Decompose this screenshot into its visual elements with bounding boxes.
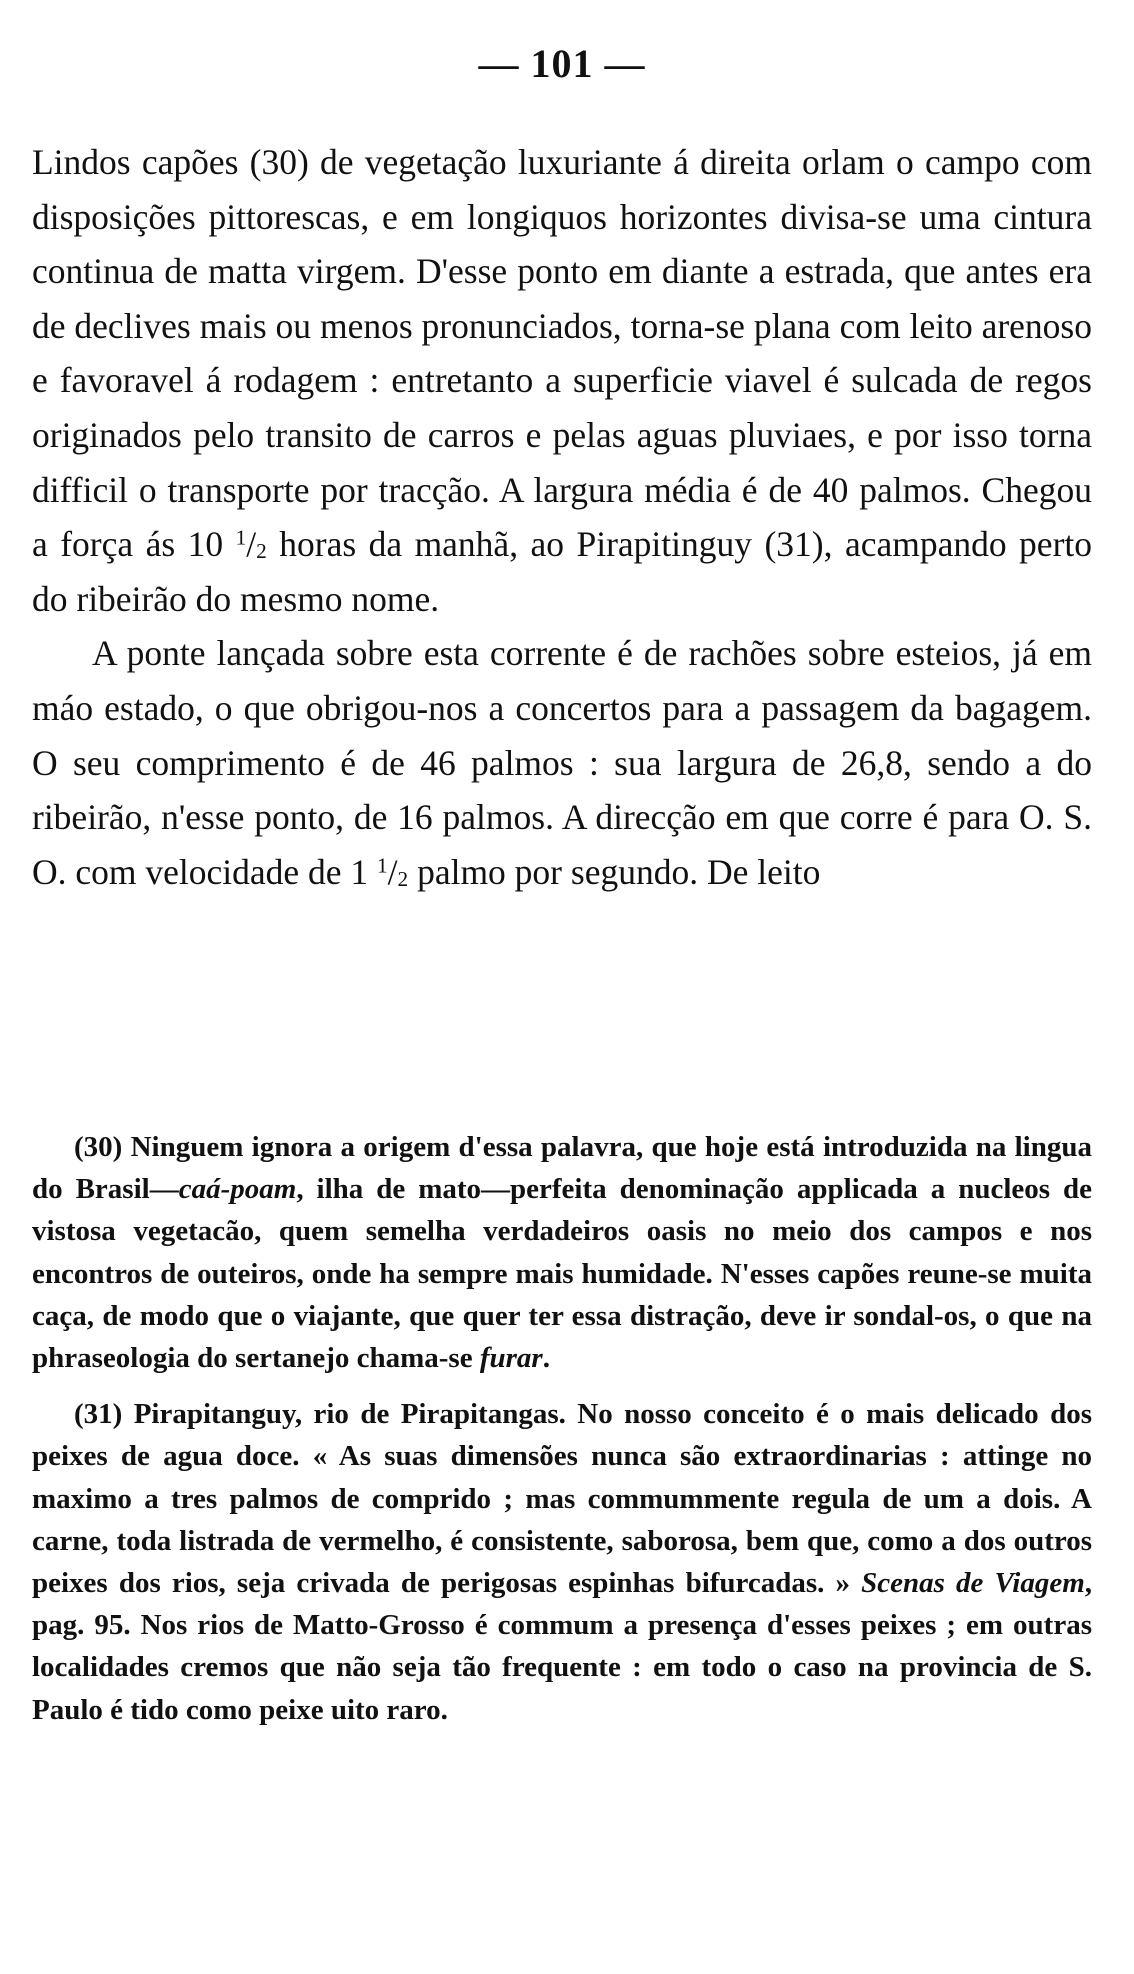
footnote-marker: (31) xyxy=(74,1398,123,1431)
footnote-text: . xyxy=(542,1342,550,1375)
footnote-italic-title: Scenas de Viagem xyxy=(861,1567,1085,1600)
footnote-marker: (30) xyxy=(74,1131,123,1163)
fraction-half: $^1/_2$ xyxy=(377,851,409,892)
footnotes xyxy=(32,1126,1092,1731)
page-number: — 101 — xyxy=(478,41,646,86)
fraction-numerator: 1 xyxy=(377,853,388,878)
fraction-denominator: 2 xyxy=(397,866,409,891)
paragraph-2-text-a: A ponte lançada sobre esta corrente é de rachões sobre esteios, já em máo estado, o que obrigou-nos a concertos para a passagem da bagagem. O seu comprimento é de 46 palmos : sua largura de 26,8, sendo a do ribeirão, n'esse ponto, de 16 palmos. A direcção em que corre é para O. S. O. com velocidade de 1 xyxy=(32,633,1092,892)
footnote-italic-term: caá-poam xyxy=(178,1173,297,1206)
paragraph-1 xyxy=(32,135,1092,626)
paragraph-2-text-b: palmo por segundo. De leito xyxy=(408,851,821,892)
footnote-italic-term: furar xyxy=(479,1342,543,1375)
fraction-denominator: 2 xyxy=(256,539,267,564)
paragraph-2 xyxy=(32,626,1092,899)
paragraph-1-text-b: horas da manhã, ao Pirapitinguy (31), acampando perto do ribeirão do mesmo nome. xyxy=(32,524,1092,619)
main-text xyxy=(32,135,1092,899)
footnote-text: , pag. 95. Nos rios de Matto-Grosso é commum a presença d'esses peixes ; em outras localidades cremos que não seja tão frequente : em todo o caso na provincia de S. Paulo é tido como peixe uito raro. xyxy=(32,1567,1093,1726)
book-page xyxy=(32,0,1092,1974)
fraction-half: $^1/_2$ xyxy=(235,524,267,565)
footnote-text: Ninguem ignora a origem d'essa palavra, que hoje está introduzida na lingua do Brasil— xyxy=(32,1131,1092,1206)
footnote-31 xyxy=(32,1393,1092,1731)
footnote-text: , ilha de mato—perfeita denominação applicada a nucleos de vistosa vegetacão, quem semelha verdadeiros oasis no meio dos campos e nos encontros de outeiros, onde ha sempre mais humidade. N'esses capões reune-se muita caça, de modo que o viajante, que quer ter essa distração, deve ir sondal-os, o que na phraseologia do sertanejo chama-se xyxy=(32,1173,1092,1375)
paragraph-1-text-a: Lindos capões (30) de vegetação luxuriante á direita orlam o campo com disposições pittorescas, e em longiquos horizontes divisa-se uma cintura continua de matta virgem. D'esse ponto em diante a estrada, que antes era de declives mais ou menos pronunciados, torna-se plana com leito arenoso e favoravel á rodagem : entretanto a superficie viavel é sulcada de regos originados pelo transito de carros e pelas aguas pluviaes, e por isso torna difficil o transporte por tracção. A largura média é de 40 palmos. Chegou a força ás 10 xyxy=(32,142,1092,565)
footnote-30 xyxy=(32,1126,1092,1379)
footnote-text: Pirapitanguy, rio de Pirapitangas. No nosso conceito é o mais delicado dos peixes de agua doce. « As suas dimensões nunca são extraordinarias : attinge no maximo a tres palmos de comprido ; mas commummente regula de um a dois. A carne, toda listrada de vermelho, é consistente, saborosa, bem que, como a dos outros peixes dos rios, seja crivada de perigosas espinhas bifurcadas. » xyxy=(32,1398,1092,1600)
fraction-numerator: 1 xyxy=(235,525,247,550)
